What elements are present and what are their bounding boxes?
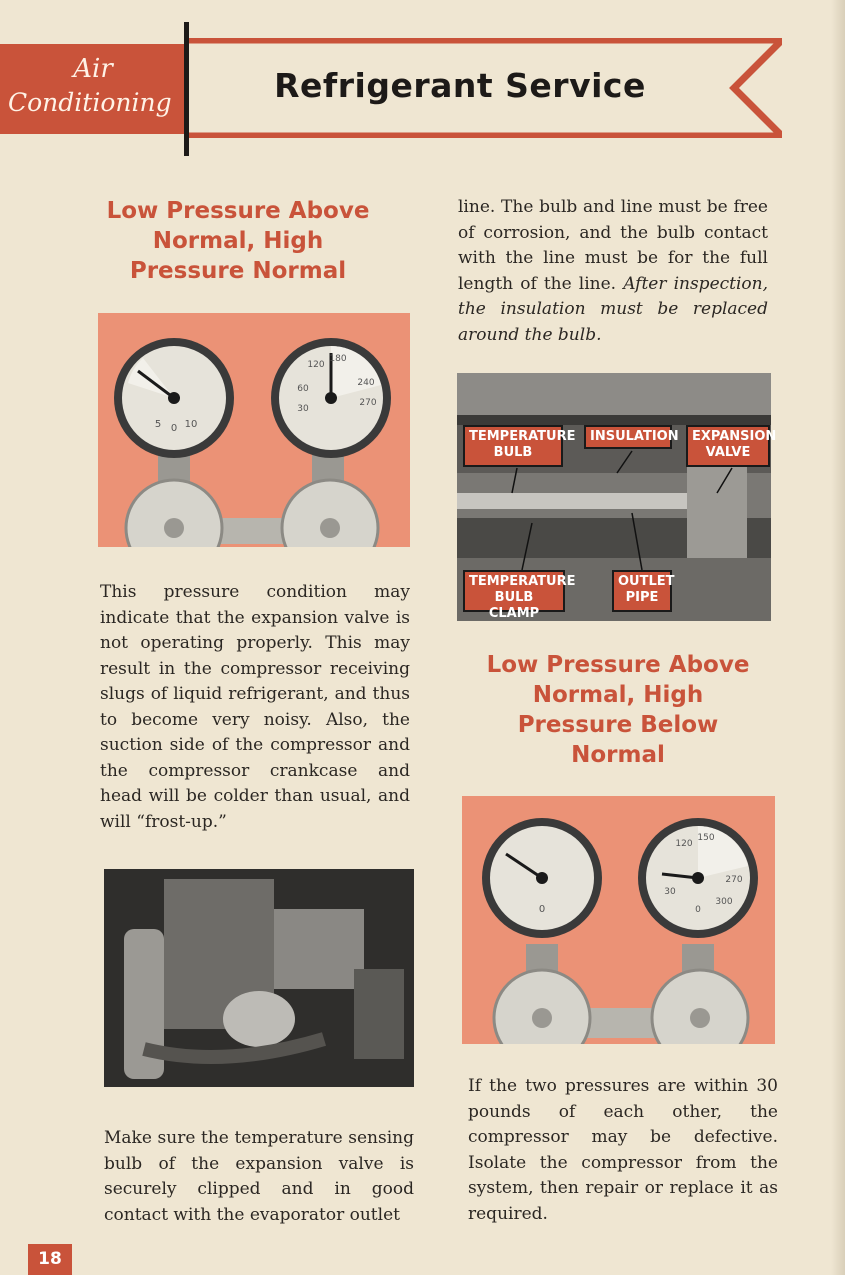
gauge-tick-label: 270 xyxy=(359,398,377,408)
callout-text: INSULATION xyxy=(590,429,679,444)
gauge-tick-label: 270 xyxy=(725,875,743,885)
page-title: Refrigerant Service xyxy=(274,66,646,105)
callout-text: TEMPERATURE xyxy=(469,574,576,589)
callout-text: TEMPERATURE xyxy=(469,429,576,444)
gauge-tick-label: 5 xyxy=(154,419,162,430)
gauge-tick-label: 30 xyxy=(297,404,309,414)
gauge-tick-label: 300 xyxy=(715,897,733,907)
gauge-tick-label: 10 xyxy=(184,419,198,430)
callout-outlet-pipe xyxy=(612,570,675,612)
brand-air-text: Air xyxy=(73,54,113,84)
page-edge xyxy=(831,0,845,1275)
gauge-tick-label: 0 xyxy=(538,904,546,915)
gauge-tick-label: 0 xyxy=(170,423,178,434)
callout-expansion-valve xyxy=(686,425,777,467)
section2-heading-line: Normal xyxy=(571,742,665,768)
callout-text: BULB CLAMP xyxy=(488,590,540,621)
section1-paragraph: This pressure condition may indicate that the expansion valve is not operating properly. This may result in the compressor receiving slugs of liquid refrigerant, and thus to become very noisy. Also, the suction side of the compressor and the compressor crankcase and head will be colder than usual, and will “frost-up.” xyxy=(100,582,410,832)
section1-continued-text: line. The bulb and line must be free of corrosion, and the bulb contact with the line must be for the full length of the line. xyxy=(458,197,768,294)
gauge-tick-label: 180 xyxy=(329,354,347,364)
callout-text: VALVE xyxy=(705,445,751,460)
gauge-tick-label: 120 xyxy=(675,839,693,849)
header-divider-bar xyxy=(184,22,189,156)
gauge-tick-label: 120 xyxy=(307,360,325,370)
callout-insulation xyxy=(584,425,679,449)
brand-conditioning-text: Conditioning xyxy=(8,88,172,117)
gauges-figure-normal-high xyxy=(98,313,410,547)
page-number: 18 xyxy=(28,1244,72,1275)
section2-heading xyxy=(448,650,788,770)
section1-heading-line: Normal, High xyxy=(152,228,324,254)
gauge-tick-label: 60 xyxy=(297,384,309,394)
gauge-tick-label: 30 xyxy=(664,887,676,897)
section1-continued-italic: After inspection, the insulation must be replaced around the bulb. xyxy=(458,273,769,345)
callout-text: OUTLET xyxy=(618,574,675,589)
callout-text: PIPE xyxy=(625,590,659,605)
section1-heading-line: Low Pressure Above xyxy=(106,198,370,224)
callout-text: BULB xyxy=(493,445,533,460)
section2-heading-line: Low Pressure Above xyxy=(486,652,750,678)
callout-temperature-bulb xyxy=(463,425,576,467)
callout-temperature-bulb-clamp xyxy=(463,570,576,621)
section2-heading-line: Normal, High xyxy=(532,682,704,708)
compressor-photo xyxy=(104,869,414,1087)
gauge-tick-label: 150 xyxy=(697,833,715,843)
section1-heading xyxy=(78,196,398,286)
gauge-tick-label: 0 xyxy=(695,905,701,915)
gauge-tick-label: 240 xyxy=(357,378,375,388)
sensing-bulb-paragraph: Make sure the temperature sensing bulb of the expansion valve is securely clipped and in good contact with the evaporator outlet xyxy=(104,1128,414,1225)
section1-heading-line: Pressure Normal xyxy=(129,258,347,284)
callout-text: EXPANSION xyxy=(692,429,777,444)
section1-continued-paragraph xyxy=(458,195,768,348)
section2-paragraph: If the two pressures are within 30 pounds of each other, the compressor may be defective. Isolate the compressor from the system, then repair or replace it as required. xyxy=(468,1076,778,1224)
gauges-figure-below-normal xyxy=(462,796,775,1044)
section2-heading-line: Pressure Below xyxy=(517,712,719,738)
